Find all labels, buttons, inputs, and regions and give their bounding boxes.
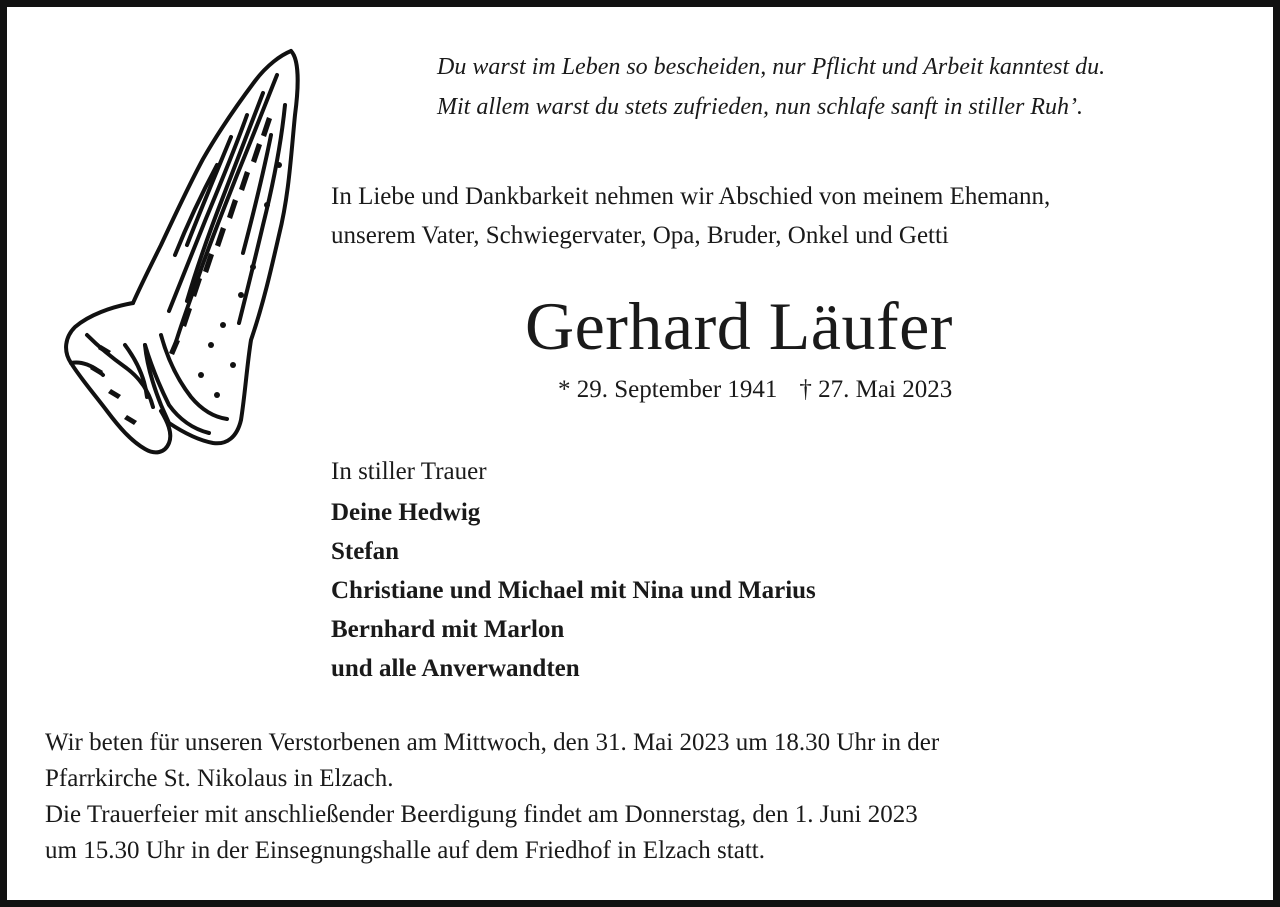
service-line: Die Trauerfeier mit anschließender Beerdigung findet am Donnerstag, den 1. Juni 2023: [45, 801, 918, 828]
mourner-name: Bernhard mit Marlon: [331, 616, 565, 643]
praying-hands-icon: [41, 45, 303, 467]
deceased-name: Gerhard Läufer: [525, 288, 953, 364]
mourning-label: In stiller Trauer: [331, 458, 487, 485]
life-dates: [558, 371, 952, 409]
mourner-name: Deine Hedwig: [331, 499, 481, 526]
service-line: Wir beten für unseren Verstorbenen am Mittwoch, den 31. Mai 2023 um 18.30 Uhr in der: [45, 729, 940, 756]
intro-line: In Liebe und Dankbarkeit nehmen wir Abschied von meinem Ehemann,: [331, 183, 1051, 210]
verse: [437, 47, 1105, 127]
service-line: Pfarrkirche St. Nikolaus in Elzach.: [45, 765, 394, 792]
mourners-list: [331, 493, 816, 688]
verse-line: Du warst im Leben so bescheiden, nur Pflicht und Arbeit kanntest du.: [437, 54, 1106, 80]
mourner-name: und alle Anverwandten: [331, 655, 580, 682]
mourner-name: Stefan: [331, 538, 400, 565]
service-info: [45, 725, 939, 869]
mourner-name: Christiane und Michael mit Nina und Marius: [331, 577, 816, 604]
verse-line: Mit allem warst du stets zufrieden, nun schlafe sanft in stiller Ruh’.: [437, 94, 1083, 120]
service-line: um 15.30 Uhr in der Einsegnungshalle auf dem Friedhof in Elzach statt.: [45, 837, 765, 864]
death-date: † 27. Mai 2023: [799, 376, 953, 403]
birth-date: * 29. September 1941: [558, 376, 778, 403]
intro-line: unserem Vater, Schwiegervater, Opa, Bruder, Onkel und Getti: [331, 222, 949, 249]
intro-text: [331, 177, 1050, 255]
